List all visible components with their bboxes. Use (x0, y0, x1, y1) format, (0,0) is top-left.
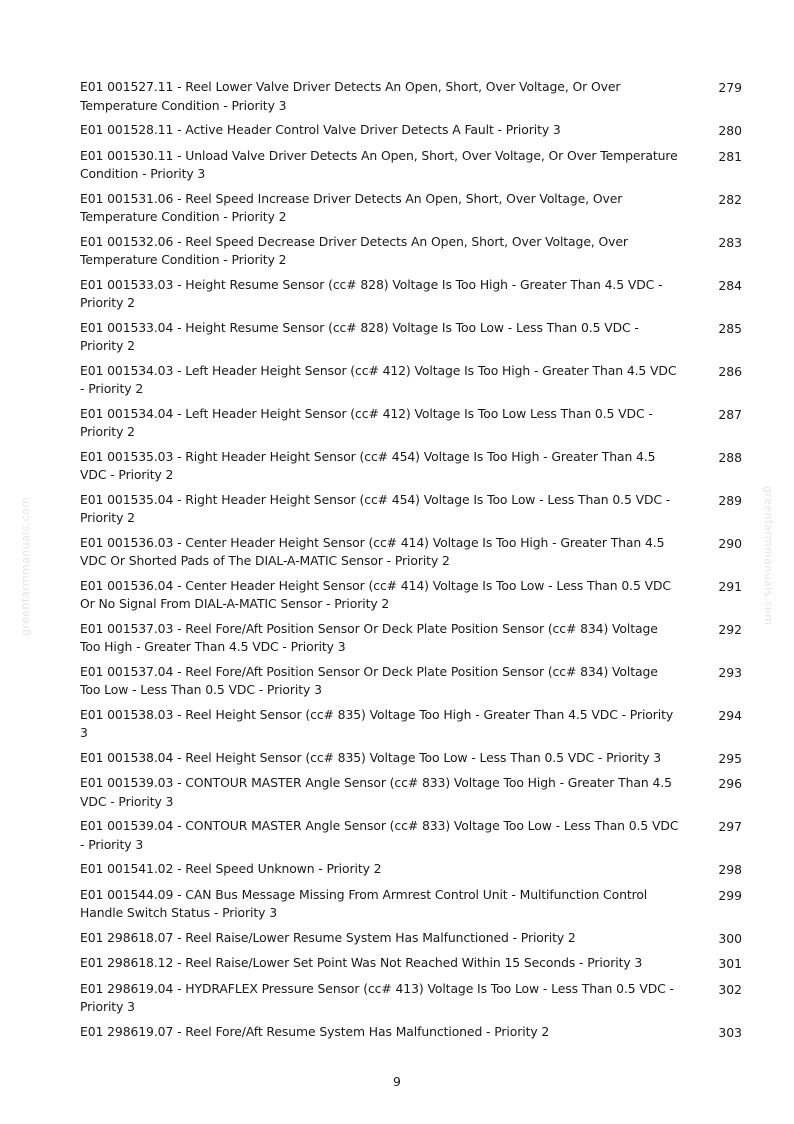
toc-entry-title[interactable]: E01 298619.07 - Reel Fore/Aft Resume System Has Malfunctioned - Priority 2 (80, 1023, 550, 1039)
toc-entry-page[interactable]: 290 (718, 535, 742, 551)
toc-entry-page[interactable]: 282 (718, 191, 742, 207)
toc-entry[interactable] (80, 886, 742, 923)
toc-entry-page[interactable]: 280 (718, 123, 742, 138)
toc-entry[interactable] (80, 860, 742, 880)
toc-entry[interactable] (80, 817, 742, 854)
toc-entry-title[interactable]: E01 001537.03 - Reel Fore/Aft Position Sensor Or Deck Plate Position Sensor (cc# 834) Voltage Too High - Greater Than 4.5 VDC - Priority 3 (80, 620, 658, 654)
toc-entry[interactable] (80, 620, 742, 657)
toc-entry-page[interactable]: 301 (718, 956, 742, 971)
toc-entry-page[interactable]: 303 (718, 1024, 742, 1040)
page-number: 9 (393, 1074, 401, 1089)
toc-entry-title[interactable]: E01 001528.11 - Active Header Control Valve Driver Detects A Fault - Priority 3 (80, 122, 561, 137)
toc-entry-title[interactable]: E01 001534.04 - Left Header Height Sensor (cc# 412) Voltage Is Too Low Less Than 0.5 VDC - Priority 2 (80, 405, 653, 439)
toc-entry-title[interactable]: E01 001536.03 - Center Header Height Sensor (cc# 414) Voltage Is Too High - Greater Than 4.5 VDC Or Shorted Pads of The DIAL-A-MATIC Sensor - Priority 2 (80, 534, 665, 568)
toc-entry[interactable] (80, 78, 742, 115)
toc-entry-page[interactable]: 283 (718, 234, 742, 250)
toc-entry-title[interactable]: E01 298619.04 - HYDRAFLEX Pressure Sensor (cc# 413) Voltage Is Too Low - Less Than 0.5 VDC - Priority 3 (80, 980, 674, 1014)
toc-entry-title[interactable]: E01 298618.12 - Reel Raise/Lower Set Point Was Not Reached Within 15 Seconds - Priority 3 (80, 955, 643, 970)
toc-entry-title[interactable]: E01 001538.04 - Reel Height Sensor (cc# 835) Voltage Too Low - Less Than 0.5 VDC - Priority 3 (80, 749, 662, 765)
toc-entry-page[interactable]: 292 (718, 621, 742, 637)
toc-entry[interactable] (80, 233, 742, 270)
toc-entry[interactable] (80, 362, 742, 399)
toc-entry[interactable] (80, 663, 742, 700)
toc-entry[interactable] (80, 405, 742, 442)
toc-entry-page[interactable]: 289 (718, 492, 742, 508)
toc-entry-title[interactable]: E01 001544.09 - CAN Bus Message Missing From Armrest Control Unit - Multifunction Control Handle Switch Status - Priority 3 (80, 886, 648, 920)
toc-entry-title[interactable]: E01 001539.04 - CONTOUR MASTER Angle Sensor (cc# 833) Voltage Too Low - Less Than 0.5 VDC - Priority 3 (80, 818, 679, 852)
watermark-right: greenfarmmanuals.com (762, 486, 775, 626)
toc-entry-page[interactable]: 279 (718, 80, 742, 95)
toc-entry-title[interactable]: E01 001535.03 - Right Header Height Sensor (cc# 454) Voltage Is Too High - Greater Than 4.5 VDC - Priority 2 (80, 448, 656, 482)
toc-entry[interactable] (80, 1023, 742, 1043)
toc-entry-page[interactable]: 286 (718, 363, 742, 379)
toc-entry-title[interactable]: E01 001538.03 - Reel Height Sensor (cc# 835) Voltage Too High - Greater Than 4.5 VDC - Priority 3 (80, 706, 674, 740)
toc-entry[interactable] (80, 491, 742, 528)
toc-entry-page[interactable]: 296 (718, 776, 742, 791)
toc-entry-page[interactable]: 300 (718, 930, 742, 946)
toc-entry-page[interactable]: 297 (718, 819, 742, 834)
toc-entry-title[interactable]: E01 001539.03 - CONTOUR MASTER Angle Sensor (cc# 833) Voltage Too High - Greater Than 4.5 VDC - Priority 3 (80, 775, 672, 809)
toc-entry-page[interactable]: 298 (718, 862, 742, 877)
toc-entry[interactable] (80, 534, 742, 571)
toc-entry[interactable] (80, 774, 742, 811)
toc-entry-page[interactable]: 287 (718, 406, 742, 422)
toc-entry-title[interactable]: E01 001535.04 - Right Header Height Sensor (cc# 454) Voltage Is Too Low - Less Than 0.5 VDC - Priority 2 (80, 491, 671, 525)
toc-entry[interactable] (80, 929, 742, 949)
toc-entry-title[interactable]: E01 298618.07 - Reel Raise/Lower Resume System Has Malfunctioned - Priority 2 (80, 929, 576, 945)
toc-entry-page[interactable]: 291 (718, 578, 742, 594)
toc-entry-page[interactable]: 293 (718, 664, 742, 680)
toc-entry[interactable] (80, 319, 742, 356)
toc-entry-page[interactable]: 281 (718, 148, 742, 164)
table-of-contents (80, 78, 742, 1048)
toc-entry[interactable] (80, 706, 742, 743)
toc-entry-title[interactable]: E01 001533.04 - Height Resume Sensor (cc# 828) Voltage Is Too Low - Less Than 0.5 VDC - Priority 2 (80, 319, 639, 353)
toc-entry-page[interactable]: 294 (718, 707, 742, 723)
toc-entry-title[interactable]: E01 001527.11 - Reel Lower Valve Driver Detects An Open, Short, Over Voltage, Or Over Temperature Condition - Priority 3 (80, 79, 621, 113)
toc-entry-page[interactable]: 302 (718, 981, 742, 997)
toc-entry-title[interactable]: E01 001532.06 - Reel Speed Decrease Driver Detects An Open, Short, Over Voltage, Over Temperature Condition - Priority 2 (80, 233, 628, 267)
toc-entry[interactable] (80, 147, 742, 184)
watermark-left: greenfarmmanuals.com (19, 496, 32, 636)
toc-entry-page[interactable]: 285 (718, 320, 742, 336)
toc-entry[interactable] (80, 577, 742, 614)
toc-entry-title[interactable]: E01 001533.03 - Height Resume Sensor (cc# 828) Voltage Is Too High - Greater Than 4.5 VDC - Priority 2 (80, 276, 663, 310)
toc-entry[interactable] (80, 749, 742, 769)
toc-entry[interactable] (80, 448, 742, 485)
toc-entry-title[interactable]: E01 001534.03 - Left Header Height Sensor (cc# 412) Voltage Is Too High - Greater Than 4.5 VDC - Priority 2 (80, 362, 677, 396)
toc-entry-title[interactable]: E01 001530.11 - Unload Valve Driver Detects An Open, Short, Over Voltage, Or Over Temperature Condition - Priority 3 (80, 147, 678, 181)
toc-entry[interactable] (80, 980, 742, 1017)
toc-entry-title[interactable]: E01 001537.04 - Reel Fore/Aft Position Sensor Or Deck Plate Position Sensor (cc# 834) Voltage Too Low - Less Than 0.5 VDC - Priority 3 (80, 663, 658, 697)
toc-entry[interactable] (80, 276, 742, 313)
toc-entry[interactable] (80, 121, 742, 141)
toc-entry-title[interactable]: E01 001531.06 - Reel Speed Increase Driver Detects An Open, Short, Over Voltage, Over Temperature Condition - Priority 2 (80, 190, 623, 224)
toc-entry-title[interactable]: E01 001536.04 - Center Header Height Sensor (cc# 414) Voltage Is Too Low - Less Than 0.5 VDC Or No Signal From DIAL-A-MATIC Sensor - Priority 2 (80, 577, 671, 611)
toc-entry[interactable] (80, 954, 742, 974)
toc-entry-page[interactable]: 288 (718, 449, 742, 465)
toc-entry[interactable] (80, 190, 742, 227)
toc-entry-page[interactable]: 299 (718, 887, 742, 903)
toc-entry-title[interactable]: E01 001541.02 - Reel Speed Unknown - Priority 2 (80, 861, 382, 876)
toc-entry-page[interactable]: 295 (718, 750, 742, 766)
toc-entry-page[interactable]: 284 (718, 277, 742, 293)
